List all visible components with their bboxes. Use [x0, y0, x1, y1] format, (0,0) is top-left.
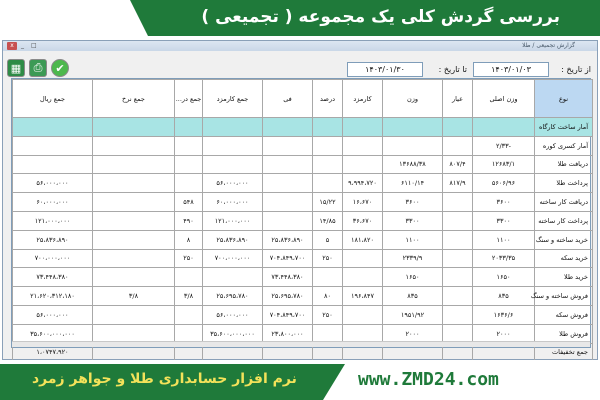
table-cell: فروش ساخته و سنگ [535, 287, 593, 306]
table-cell [313, 155, 343, 174]
close-icon[interactable]: x [7, 42, 17, 50]
printer-icon: ⎙ [33, 61, 43, 74]
table-cell [263, 211, 313, 230]
table-cell [93, 268, 175, 287]
toolbar [3, 51, 597, 79]
column-header[interactable]: نوع [535, 80, 593, 118]
table-cell [443, 136, 473, 155]
table-cell: ۱۶۵۰ [473, 268, 535, 287]
table-cell: ۱۲۱،۰۰۰،۰۰۰ [13, 211, 93, 230]
table-cell [263, 174, 313, 193]
table-cell: ۱۳۶۸۸/۳۸ [383, 155, 443, 174]
table-row[interactable] [13, 155, 593, 174]
table-cell: ۳۶۰۰ [383, 193, 443, 212]
table-cell: ۵۶،۰۰۰،۰۰۰ [13, 174, 93, 193]
maximize-icon[interactable]: □ [31, 42, 37, 49]
table-cell [93, 249, 175, 268]
table-cell: ۲۵،۸۳۶،۸۹۰ [203, 230, 263, 249]
table-cell [443, 287, 473, 306]
table-cell: ۴۹۰ [175, 211, 203, 230]
from-date-label: از تاریخ : [561, 65, 591, 74]
table-cell: ۳/۸ [175, 287, 203, 306]
minimize-icon[interactable]: _ [21, 42, 24, 49]
table-cell [313, 268, 343, 287]
table-row[interactable] [13, 230, 593, 249]
table-row[interactable] [13, 211, 593, 230]
window-title: گزارش تجمیعی / طلا [522, 42, 575, 49]
table-cell: ۲۵،۸۳۶،۸۹۰ [263, 230, 313, 249]
table-cell [443, 249, 473, 268]
table-cell: ۲۵۰ [313, 249, 343, 268]
table-cell: ۲۳۳۹/۹ [383, 249, 443, 268]
table-cell: دریافت طلا [535, 155, 593, 174]
table-cell [93, 118, 175, 137]
table-cell: خرید ساخته و سنگ [535, 230, 593, 249]
table-cell: ۱۸۱،۸۲۰ [343, 230, 383, 249]
table-cell [203, 118, 263, 137]
table-cell: ۱۵/۲۲ [313, 193, 343, 212]
table-cell: ۷۰۴،۸۴۹،۷۰۰ [263, 305, 313, 324]
table-cell: ۲۵،۶۹۵،۷۸۰ [263, 287, 313, 306]
table-cell: آمار ساخت کارگاه [535, 118, 593, 137]
table-cell [383, 118, 443, 137]
table-cell [443, 118, 473, 137]
table-cell [313, 118, 343, 137]
column-header[interactable]: درصد [313, 80, 343, 118]
table-cell [263, 155, 313, 174]
table-cell [203, 136, 263, 155]
table-cell: ۳۵،۶۰۰،۰۰۰،۰۰۰ [203, 324, 263, 343]
table-cell: ۱،۰۷۴۷،۹۲۰ [13, 343, 93, 362]
table-cell [443, 211, 473, 230]
table-cell: ۱۹۵۱/۹۲ [383, 305, 443, 324]
table-cell [93, 155, 175, 174]
column-header[interactable]: جمع کارمزد [203, 80, 263, 118]
table-cell: ۵۶،۰۰۰،۰۰۰ [13, 305, 93, 324]
table-cell: ۳۵،۶۰۰،۰۰۰،۰۰۰ [13, 324, 93, 343]
column-header[interactable]: جمع ریال [13, 80, 93, 118]
table-cell: ۸۳۵ [473, 287, 535, 306]
table-cell: ۱۴/۸۵ [313, 211, 343, 230]
report-table [12, 79, 593, 362]
table-cell: ۸ [175, 230, 203, 249]
top-banner [0, 0, 600, 40]
table-cell: ۲۵۰ [313, 305, 343, 324]
table-cell [203, 155, 263, 174]
table-cell: ۱۶۵۰ [383, 268, 443, 287]
table-cell: ۹،۹۹۴،۷۲۰ [343, 174, 383, 193]
table-cell: ۱۹۶،۸۴۷ [343, 287, 383, 306]
table-cell: ۲۳،۸۰۰،۰۰۰ [263, 324, 313, 343]
table-row[interactable] [13, 249, 593, 268]
slogan-text: نرم افزار حسابداری طلا و جواهر زمرد [32, 371, 297, 387]
bottom-banner [0, 360, 600, 400]
table-row[interactable] [13, 305, 593, 324]
table-cell [13, 118, 93, 137]
table-row[interactable] [13, 174, 593, 193]
table-cell: ۳/۸ [93, 287, 175, 306]
table-cell [13, 155, 93, 174]
table-cell: ۵۴۸ [175, 193, 203, 212]
table-cell: آمار کسری کوره [535, 136, 593, 155]
table-cell: ۲۰۰۰ [473, 324, 535, 343]
table-cell: ۳۶۰۰ [473, 193, 535, 212]
column-header[interactable]: عیار [443, 80, 473, 118]
table-cell: ۶۰،۰۰۰،۰۰۰ [13, 193, 93, 212]
column-header[interactable]: وزن [383, 80, 443, 118]
table-cell: ۸۳۵ [383, 287, 443, 306]
table-cell [343, 249, 383, 268]
table-cell: ۱۲۱،۰۰۰،۰۰۰ [203, 211, 263, 230]
table-cell: ۱۱۰۰ [383, 230, 443, 249]
spreadsheet-icon: ▦ [10, 61, 22, 75]
table-cell: ۳۶،۶۷۰ [343, 211, 383, 230]
column-header[interactable]: جمع در... [175, 80, 203, 118]
table-cell [175, 136, 203, 155]
header-row [13, 80, 593, 118]
table-cell [175, 155, 203, 174]
table-cell: ۷۰۰،۰۰۰،۰۰۰ [203, 249, 263, 268]
website-url: www.ZMD24.com [358, 369, 499, 390]
to-date-input[interactable]: ۱۴۰۳/۰۱/۳۰ [347, 62, 423, 77]
table-cell: خرید سکه [535, 249, 593, 268]
table-cell: پرداخت کار ساخته [535, 211, 593, 230]
table-cell: ۸۰ [313, 287, 343, 306]
table-cell [443, 230, 473, 249]
table-cell [443, 268, 473, 287]
table-cell [313, 136, 343, 155]
table-cell: خرید طلا [535, 268, 593, 287]
excel-export-button[interactable] [7, 59, 25, 77]
confirm-button[interactable] [51, 59, 69, 77]
table-cell: ۷۰۴،۸۴۹،۷۰۰ [263, 249, 313, 268]
table-cell [93, 230, 175, 249]
table-cell: جمع تخفیفات [535, 343, 593, 362]
table-cell [93, 211, 175, 230]
table-cell: ۸۰۷/۴ [443, 155, 473, 174]
table-cell [13, 136, 93, 155]
table-row[interactable] [13, 268, 593, 287]
table-cell: ۳۳۰۰ [473, 211, 535, 230]
table-cell [443, 305, 473, 324]
table-cell [203, 268, 263, 287]
table-cell [263, 136, 313, 155]
table-cell [343, 305, 383, 324]
banner-title: بررسی گردش کلی یک مجموعه ( تجمیعی ) [201, 7, 560, 27]
table-cell: ۱۶،۶۷۰ [343, 193, 383, 212]
table-cell [343, 118, 383, 137]
table-cell: ۲۰۳۳/۳۵ [473, 249, 535, 268]
table-cell [343, 155, 383, 174]
report-grid [11, 78, 591, 357]
table-cell: فروش طلا [535, 324, 593, 343]
table-cell: پرداخت طلا [535, 174, 593, 193]
table-cell: ۵۶،۰۰۰،۰۰۰ [203, 305, 263, 324]
table-cell: ۲۰۰۰ [383, 324, 443, 343]
table-cell: فروش سکه [535, 305, 593, 324]
table-cell [263, 193, 313, 212]
table-cell: ۲۵،۸۳۶،۸۹۰ [13, 230, 93, 249]
column-header[interactable]: کارمزد [343, 80, 383, 118]
table-cell: ۱۱۰۰ [473, 230, 535, 249]
table-cell [263, 118, 313, 137]
table-cell [175, 268, 203, 287]
table-cell: ۷۰۰،۰۰۰،۰۰۰ [13, 249, 93, 268]
column-header[interactable]: جمع نرخ [93, 80, 175, 118]
table-cell [175, 305, 203, 324]
table-cell: ۶۱۱۰/۱۴ [383, 174, 443, 193]
to-date-label: تا تاریخ : [438, 65, 467, 74]
column-header[interactable]: فی [263, 80, 313, 118]
table-row[interactable] [13, 287, 593, 306]
table-cell: ۷۳،۴۴۸،۳۸۰ [263, 268, 313, 287]
table-row[interactable] [13, 118, 593, 137]
table-cell [93, 136, 175, 155]
table-cell: ۲۵،۶۹۵،۷۸۰ [203, 287, 263, 306]
check-icon: ✔ [55, 61, 65, 75]
table-cell: ۱۶۳۶/۶ [473, 305, 535, 324]
table-cell: ۷۳،۴۴۸،۳۸۰ [13, 268, 93, 287]
table-cell [383, 136, 443, 155]
table-cell: ۲۵۰ [175, 249, 203, 268]
table-cell [175, 118, 203, 137]
table-cell: ۳۳۰۰ [383, 211, 443, 230]
window-titlebar [3, 41, 597, 51]
table-cell [93, 193, 175, 212]
table-cell: ۵ [313, 230, 343, 249]
table-cell: ۶۰،۰۰۰،۰۰۰ [203, 193, 263, 212]
from-date-input[interactable]: ۱۴۰۳/۰۱/۰۳ [473, 62, 549, 77]
table-cell: -۲/۳۳ [473, 136, 535, 155]
table-cell [343, 136, 383, 155]
table-cell [343, 268, 383, 287]
table-cell [93, 174, 175, 193]
report-window [2, 40, 598, 360]
table-cell [473, 118, 535, 137]
print-button[interactable] [29, 59, 47, 77]
table-cell [93, 305, 175, 324]
horizontal-scrollbar[interactable] [12, 341, 590, 347]
table-cell: ۱۲۶۸۳/۱ [473, 155, 535, 174]
table-cell [443, 193, 473, 212]
table-row[interactable] [13, 193, 593, 212]
table-cell: دریافت کار ساخته [535, 193, 593, 212]
table-cell [175, 174, 203, 193]
table-cell: ۵۶۰۶/۹۶ [473, 174, 535, 193]
table-cell: ۲۱،۶۲۰،۳۱۲،۱۸۰ [13, 287, 93, 306]
table-cell: ۸۱۷/۹ [443, 174, 473, 193]
table-row[interactable] [13, 136, 593, 155]
column-header[interactable]: وزن اصلی [473, 80, 535, 118]
table-cell [313, 174, 343, 193]
table-cell: ۵۶،۰۰۰،۰۰۰ [203, 174, 263, 193]
